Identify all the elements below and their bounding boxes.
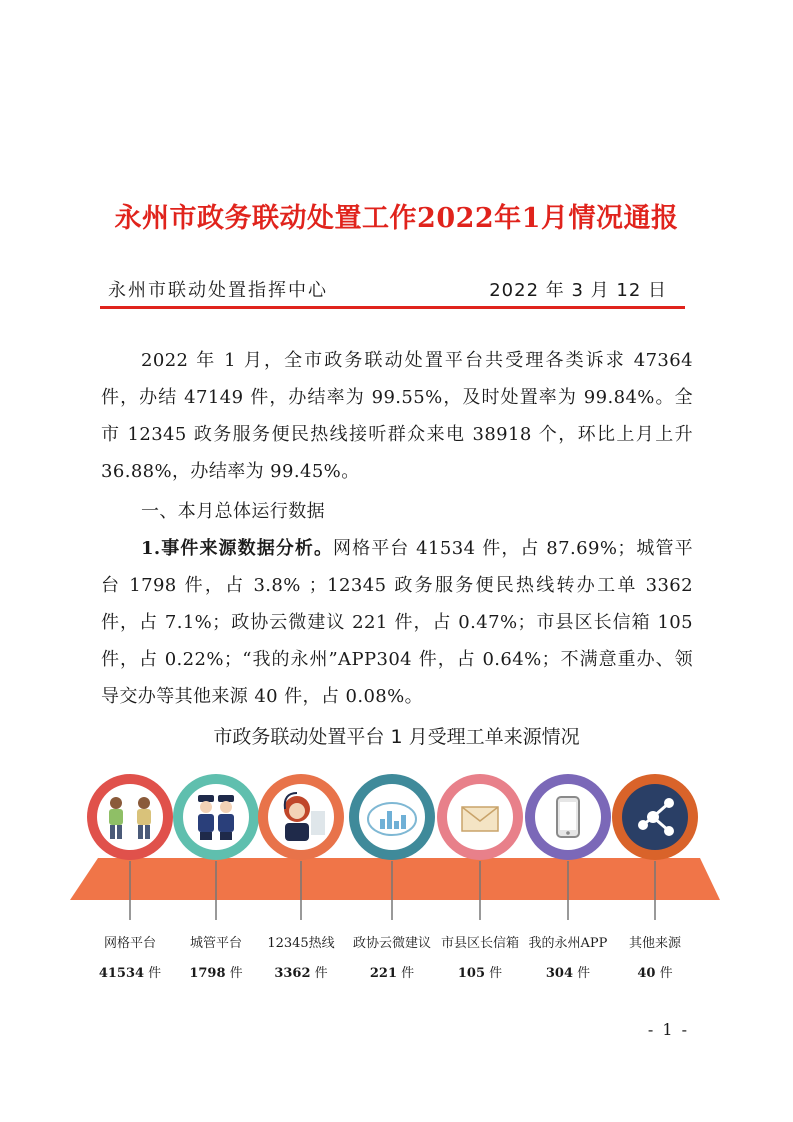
source-label: 城管平台: [189, 936, 242, 951]
document-title: 永州市政务联动处置工作2022年1月情况通报: [114, 203, 679, 234]
source-count: [342, 962, 442, 981]
source-count: [251, 962, 351, 981]
section-heading: [101, 493, 693, 530]
issue-date: 2022 年 3 月 12 日: [489, 280, 667, 301]
source-count-value: 105: [457, 966, 485, 981]
source-label: 政协云微建议: [352, 936, 431, 951]
source-label: 我的永州APP: [528, 936, 608, 951]
source-infographic: [0, 760, 793, 920]
source-count-unit: 件: [485, 966, 503, 981]
source-count: [518, 962, 618, 981]
subsection-heading: 1.事件来源数据分析。: [141, 538, 334, 559]
source-count-value: 40: [637, 966, 656, 981]
source-ring-inner: [97, 784, 163, 850]
header-rule: [100, 306, 685, 309]
envelope-icon: [462, 807, 498, 831]
infographic-banner: [70, 858, 720, 900]
source-count-unit: 件: [310, 966, 328, 981]
source-count-unit: 件: [573, 966, 591, 981]
source-count-value: 41534: [98, 966, 145, 981]
source-count-unit: 件: [397, 966, 415, 981]
intro-text: 2022 年 1 月，全市政务联动处置平台共受理各类诉求 47364 件，办结 47149 件，办结率为 99.55%，及时处置率为 99.84%。全市 12345 政务服务便民热线接听群众来电 38918 个，环比上月上升 36.88%，办结率为 99.45%。: [101, 350, 693, 482]
section-heading-text: 一、本月总体运行数据: [141, 501, 325, 522]
page-number: - 1 -: [647, 1020, 689, 1039]
source-count: [80, 962, 180, 981]
smartphone-icon: [557, 797, 579, 837]
source-count-unit: 件: [225, 966, 243, 981]
source-count-value: 3362: [274, 966, 311, 981]
source-count: [430, 962, 530, 981]
source-analysis-paragraph: [101, 530, 693, 715]
source-count-value: 304: [545, 966, 573, 981]
source-label: 市县区长信箱: [440, 936, 519, 951]
intro-paragraph: [101, 342, 693, 490]
source-count: [605, 962, 705, 981]
source-label: 12345热线: [267, 936, 335, 951]
chart-title: 市政务联动处置平台 1 月受理工单来源情况: [213, 726, 580, 748]
cloud-chart-icon: [368, 803, 416, 835]
source-count-value: 221: [369, 966, 397, 981]
source-ring-inner: [183, 784, 249, 850]
source-count-value: 1798: [189, 966, 226, 981]
source-label: 网格平台: [103, 936, 156, 951]
source-label: 其他来源: [628, 936, 681, 951]
issuer: 永州市联动处置指挥中心: [108, 280, 328, 301]
subsection-text: 网格平台 41534 件，占 87.69%；城管平台 1798 件，占 3.8% ；12345 政务服务便民热线转办工单 3362 件，占 7.1%；政协云微建议 221 件，占 0.47%；市县区长信箱 105 件，占 0.22%；“我的永州”APP304 件，占 0.64%；不满意重办、领导交办等其他来源 40 件，占 0.08%。: [101, 538, 693, 707]
source-count-unit: 件: [655, 966, 673, 981]
source-count-unit: 件: [144, 966, 162, 981]
